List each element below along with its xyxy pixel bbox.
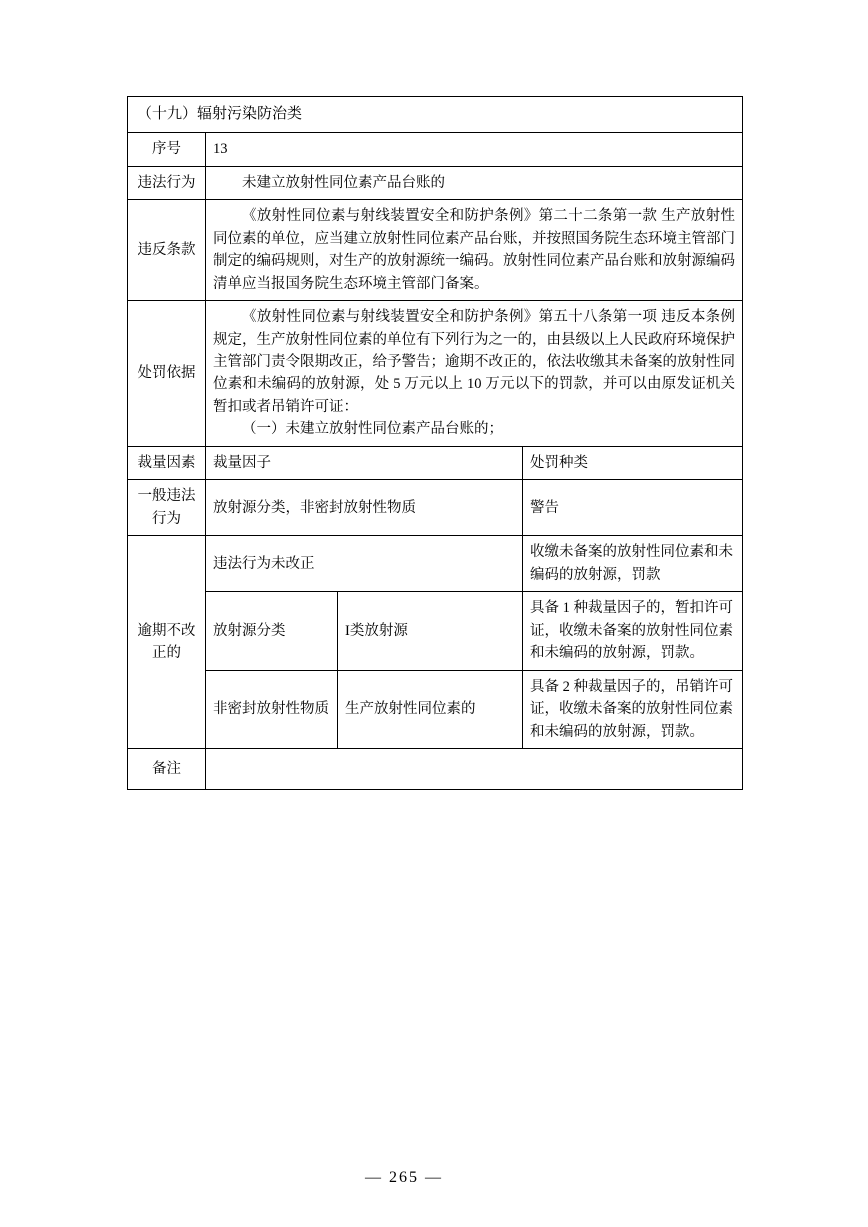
general-violation-factor: 放射源分类，非密封放射性物质 — [206, 480, 523, 536]
header-penalty-type: 处罚种类 — [523, 446, 743, 479]
value-serial: 13 — [206, 133, 743, 166]
value-remark — [206, 749, 743, 790]
table-row-penalty-basis — [128, 301, 743, 447]
header-factor: 裁量因子 — [206, 446, 523, 479]
value-violation: 未建立放射性同位素产品台账的 — [206, 166, 743, 199]
page-number-text: — 265 — — [365, 1169, 443, 1186]
table-row-overdue-3 — [128, 670, 743, 748]
category-title-cell: （十九）辐射污染防治类 — [128, 97, 743, 133]
label-overdue-uncorrected: 逾期不改正的 — [128, 536, 206, 749]
overdue-penalty-3: 具备 2 种裁量因子的，吊销许可证，收缴未备案的放射性同位素和未编码的放射源，罚款。 — [523, 670, 743, 748]
table-row-violation — [128, 166, 743, 199]
table-row-violated-clause — [128, 200, 743, 301]
penalty-basis-paragraph-2: （一）未建立放射性同位素产品台账的； — [242, 421, 503, 438]
label-remark: 备注 — [128, 749, 206, 790]
label-general-violation: 一般违法行为 — [128, 480, 206, 536]
table-row-serial — [128, 133, 743, 166]
overdue-factor-3a: 非密封放射性物质 — [206, 670, 338, 748]
table-row-overdue-2 — [128, 592, 743, 670]
general-violation-penalty: 警告 — [523, 480, 743, 536]
overdue-penalty-2: 具备 1 种裁量因子的，暂扣许可证，收缴未备案的放射性同位素和未编码的放射源，罚款。 — [523, 592, 743, 670]
label-violated-clause: 违反条款 — [128, 200, 206, 301]
overdue-penalty-1: 收缴未备案的放射性同位素和未编码的放射源，罚款 — [523, 536, 743, 592]
label-penalty-basis: 处罚依据 — [128, 301, 206, 447]
overdue-factor-2b: I类放射源 — [338, 592, 523, 670]
table-row-discretion-header — [128, 446, 743, 479]
label-violation: 违法行为 — [128, 166, 206, 199]
overdue-factor-3b: 生产放射性同位素的 — [338, 670, 523, 748]
page-number — [0, 1169, 868, 1187]
table-row-category-title — [128, 97, 743, 133]
overdue-factor-2a: 放射源分类 — [206, 592, 338, 670]
label-discretion-factors: 裁量因素 — [128, 446, 206, 479]
label-serial: 序号 — [128, 133, 206, 166]
penalty-basis-paragraph-1: 《放射性同位素与射线装置安全和防护条例》第五十八条第一项 违反本条例规定，生产放射性同位素的单位有下列行为之一的，由县级以上人民政府环境保护主管部门责令限期改正，给予警告；逾期不改正的，依法收缴其未备案的放射性同位素和未编码的放射源，处 5 万元以上 10 万元以下的罚款，并可以由原发证机关暂扣或者吊销许可证： — [213, 309, 736, 415]
value-penalty-basis — [206, 301, 743, 447]
overdue-factor-1: 违法行为未改正 — [206, 536, 523, 592]
table-row-general-violation — [128, 480, 743, 536]
table-row-overdue-1 — [128, 536, 743, 592]
table-row-remark — [128, 749, 743, 790]
value-violated-clause: 《放射性同位素与射线装置安全和防护条例》第二十二条第一款 生产放射性同位素的单位，应当建立放射性同位素产品台账，并按照国务院生态环境主管部门制定的编码规则，对生产的放射源统一编码。放射性同位素产品台账和放射源编码清单应当报国务院生态环境主管部门备案。 — [206, 200, 743, 301]
penalty-discretion-table — [127, 96, 743, 790]
